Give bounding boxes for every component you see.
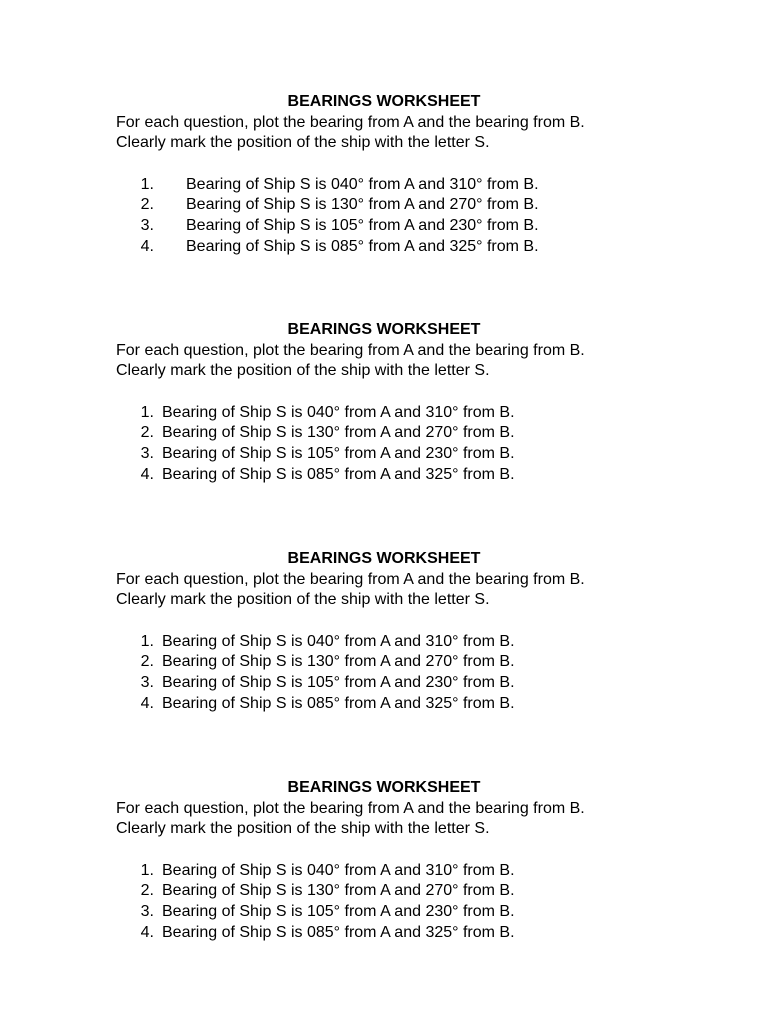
worksheet-2 (116, 320, 676, 486)
question-list (116, 175, 676, 258)
question-text: Bearing of Ship S is 130° from A and 270° from B. (162, 424, 515, 442)
worksheet-4 (116, 778, 676, 944)
question-text: Bearing of Ship S is 105° from A and 230° from B. (162, 903, 515, 921)
question-number: 3. (140, 445, 154, 463)
instruction-line-2: Clearly mark the position of the ship with the letter S. (116, 820, 490, 838)
question-number: 1. (140, 861, 154, 879)
question-list (116, 632, 676, 715)
question-item (116, 216, 676, 237)
question-text: Bearing of Ship S is 130° from A and 270° from B. (162, 653, 515, 671)
instruction-line-1: For each question, plot the bearing from A and the bearing from B. (116, 799, 585, 817)
question-text: Bearing of Ship S is 130° from A and 270° from B. (186, 196, 539, 214)
question-item (116, 465, 676, 486)
question-number: 4. (140, 694, 154, 712)
question-number: 4. (140, 923, 154, 941)
question-item (116, 403, 676, 424)
instruction-line-2: Clearly mark the position of the ship with the letter S. (116, 591, 490, 609)
question-number: 2. (140, 196, 154, 214)
question-text: Bearing of Ship S is 085° from A and 325° from B. (186, 237, 539, 255)
instruction-line-2: Clearly mark the position of the ship with the letter S. (116, 134, 490, 152)
question-item (116, 423, 676, 444)
question-item (116, 673, 676, 694)
question-item (116, 652, 676, 673)
instruction-line-2: Clearly mark the position of the ship with the letter S. (116, 362, 490, 380)
question-text: Bearing of Ship S is 105° from A and 230° from B. (162, 445, 515, 463)
question-item (116, 923, 676, 944)
question-text: Bearing of Ship S is 040° from A and 310° from B. (186, 175, 539, 193)
worksheet-3 (116, 549, 676, 715)
question-number: 4. (140, 465, 154, 483)
question-number: 2. (140, 424, 154, 442)
spacer (116, 840, 676, 861)
question-text: Bearing of Ship S is 105° from A and 230° from B. (186, 217, 539, 235)
question-number: 3. (140, 903, 154, 921)
question-list (116, 403, 676, 486)
spacer (116, 611, 676, 632)
question-text: Bearing of Ship S is 085° from A and 325° from B. (162, 694, 515, 712)
question-text: Bearing of Ship S is 040° from A and 310° from B. (162, 861, 515, 879)
worksheet-title: BEARINGS WORKSHEET (287, 550, 481, 567)
question-number: 2. (140, 882, 154, 900)
worksheet-title: BEARINGS WORKSHEET (287, 321, 481, 338)
question-item (116, 902, 676, 923)
question-list (116, 861, 676, 944)
worksheet-title: BEARINGS WORKSHEET (287, 779, 481, 796)
spacer (116, 382, 676, 403)
question-text: Bearing of Ship S is 130° from A and 270° from B. (162, 882, 515, 900)
question-number: 3. (140, 674, 154, 692)
worksheet-title: BEARINGS WORKSHEET (287, 93, 481, 110)
question-text: Bearing of Ship S is 105° from A and 230° from B. (162, 674, 515, 692)
question-number: 3. (140, 217, 154, 235)
question-number: 1. (140, 632, 154, 650)
worksheet-1 (116, 92, 676, 258)
question-item (116, 444, 676, 465)
question-item (116, 175, 676, 196)
instruction-line-1: For each question, plot the bearing from A and the bearing from B. (116, 341, 585, 359)
question-text: Bearing of Ship S is 040° from A and 310° from B. (162, 632, 515, 650)
question-number: 1. (140, 175, 154, 193)
question-number: 2. (140, 653, 154, 671)
question-item (116, 237, 676, 258)
question-item (116, 881, 676, 902)
instruction-line-1: For each question, plot the bearing from A and the bearing from B. (116, 570, 585, 588)
question-number: 1. (140, 403, 154, 421)
question-item (116, 861, 676, 882)
question-number: 4. (140, 237, 154, 255)
question-text: Bearing of Ship S is 085° from A and 325° from B. (162, 923, 515, 941)
question-item (116, 632, 676, 653)
question-text: Bearing of Ship S is 040° from A and 310° from B. (162, 403, 515, 421)
question-text: Bearing of Ship S is 085° from A and 325° from B. (162, 465, 515, 483)
instruction-line-1: For each question, plot the bearing from A and the bearing from B. (116, 113, 585, 131)
spacer (116, 154, 676, 175)
question-item (116, 694, 676, 715)
question-item (116, 195, 676, 216)
